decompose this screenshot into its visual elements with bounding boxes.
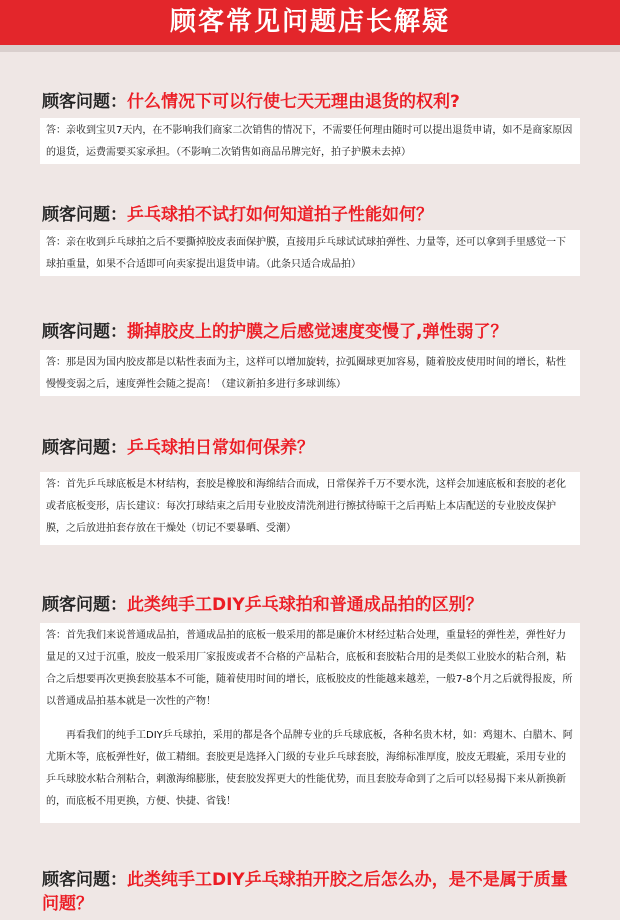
question-text: 乒乓球拍不试打如何知道拍子性能如何？ [127,205,433,225]
answer-text: 答：那是因为国内胶皮都是以粘性表面为主，这样可以增加旋转，拉弧圈球更加容易，随着胶皮使用时间的增长，粘性慢慢变弱之后，速度弹性会随之提高！（建议新拍多进行多球训练） [46,357,566,390]
question-label: 顾客问题： [42,92,127,112]
paragraph-gap [46,713,574,725]
faq-question-6 [42,868,582,916]
faq-answer-3 [40,350,580,396]
question-label: 顾客问题： [42,322,127,342]
question-text: 什么情况下可以行使七天无理由退货的权利? [127,92,460,112]
answer-text: 答：亲收到宝贝7天内，在不影响我们商家二次销售的情况下，不需要任何理由随时可以提出退货申请，如不是商家原因的退货，运费需要买家承担。（不影响二次销售如商品吊牌完好，拍子护膜未去掉） [46,125,573,158]
answer-text: 答：首先乒乓球底板是木材结构，套胶是橡胶和海绵结合而成，日常保养千万不要水洗，这样会加速底板和套胶的老化或者底板变形，店长建议：每次打球结束之后用专业胶皮清洗剂进行擦拭待晾干之后再贴上本店配送的专业胶皮保护膜，之后放进拍套存放在干燥处（切记不要暴晒、受潮） [46,479,566,534]
question-text: 此类纯手工DIY乒乓球拍开胶之后怎么办，是不是属于质量问题？ [42,870,568,914]
faq-question-4 [42,436,602,460]
answer-text: 答：亲在收到乒乓球拍之后不要撕掉胶皮表面保护膜，直接用乒乓球试试球拍弹性、力量等，还可以拿到手里感觉一下球拍重量，如果不合适即可向卖家提出退货申请。（此条只适合成品拍） [46,237,566,270]
faq-answer-5 [40,623,580,823]
answer-text: 答：首先我们来说普通成品拍，普通成品拍的底板一般采用的都是廉价木材经过粘合处理，重量轻的弹性差，弹性好力量足的又过于沉重，胶皮一般采用厂家报废或者不合格的产品粘合，底板和套胶粘合用的是类似工业胶水的粘合剂，粘合之后想要再次更换套胶基本不可能，随着使用时间的增长，底板胶皮的性能越来越差，一般7-8个月之后就得报废，所以普通成品拍基本就是一次性的产物！ [46,630,573,707]
question-label: 顾客问题： [42,870,127,890]
page-title: 顾客常见问题店长解疑 [169,7,450,37]
faq-question-2 [42,203,602,227]
faq-question-3 [42,320,602,344]
faq-question-5 [42,593,602,617]
faq-question-1 [42,90,602,114]
question-label: 顾客问题： [42,595,127,615]
header-divider [0,45,620,52]
question-label: 顾客问题： [42,205,127,225]
faq-answer-4 [40,472,580,545]
question-text: 撕掉胶皮上的护膜之后感觉速度变慢了,弹性弱了？ [127,322,508,342]
faq-answer-1 [40,118,580,164]
question-label: 顾客问题： [42,438,127,458]
question-text: 乒乓球拍日常如何保养？ [127,438,314,458]
question-text: 此类纯手工DIY乒乓球拍和普通成品拍的区别？ [127,595,483,615]
answer-text: 再看我们的纯手工DIY乒乓球拍，采用的都是各个品牌专业的乒乓球底板，各种名贵木材，如：鸡翅木、白腊木、阿尤斯木等，底板弹性好，做工精细。套胶更是选择入门级的专业乒乓球套胶，海绵标准厚度，胶皮无瑕疵，采用专业的乒乓球胶水粘合剂粘合，刺激海绵膨胀，使套胶发挥更大的性能优势，而且套胶寿命到了之后可以轻易揭下来从新换新的，而底板不用更换，方便、快捷、省钱！ [46,730,573,807]
faq-answer-2 [40,230,580,276]
